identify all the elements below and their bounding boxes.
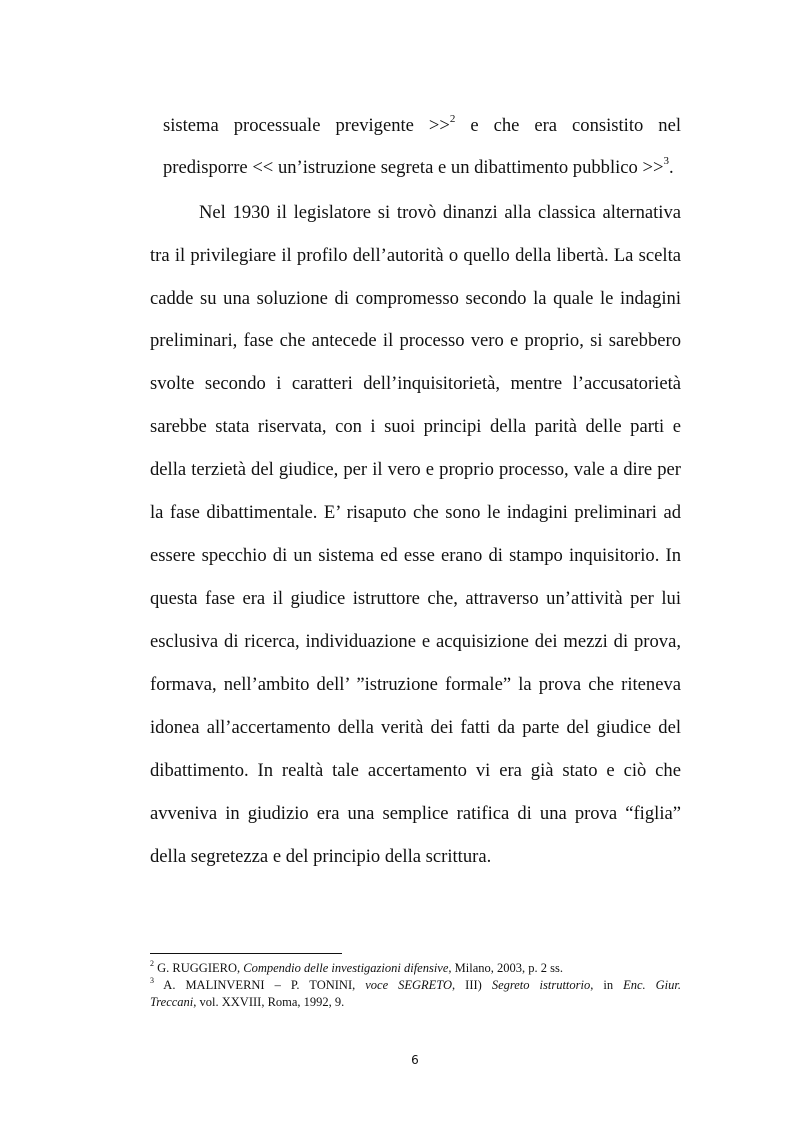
paragraph-line: della segretezza e del principio della scrittura. (150, 846, 492, 867)
footnote-3 (150, 977, 681, 993)
paragraph-line: questa fase era il giudice istruttore che, attraverso un’attività per lui (150, 588, 681, 609)
paragraph-line: cadde su una soluzione di compromesso secondo la quale le indagini (150, 288, 681, 309)
footnote-source: Treccani (150, 995, 194, 1009)
quote-text-2-end: . (668, 157, 674, 178)
paragraph-line: dibattimento. In realtà tale accertamento vi era già stato e ciò che (150, 760, 681, 781)
paragraph-line: tra il privilegiare il profilo dell’autorità o quello della libertà. La scelta (150, 245, 681, 266)
paragraph-line: esclusiva di ricerca, individuazione e acquisizione dei mezzi di prova, (150, 631, 681, 652)
footnote-authors: G. RUGGIERO, (154, 961, 244, 975)
footnote-details: , Milano, 2003, p. 2 ss. (448, 961, 563, 975)
quote-text-2: predisporre << un’istruzione segreta e un dibattimento pubblico >> (163, 157, 664, 178)
paragraph-line: svolte secondo i caratteri dell’inquisitorietà, mentre l’accusatorietà (150, 373, 681, 394)
paragraph-line: preliminari, fase che antecede il processo vero e proprio, si sarebbero (150, 330, 681, 351)
footnote-authors: A. MALINVERNI – P. TONINI, (154, 978, 366, 992)
footnote-2 (150, 960, 681, 976)
paragraph-line: idonea all’accertamento della verità dei fatti da parte del giudice del (150, 717, 681, 738)
footnote-ref-2[interactable]: 2 (449, 113, 456, 125)
quote-text-1-end: e che era consistito nel (455, 115, 681, 136)
footnote-title: Segreto istruttorio (491, 978, 591, 992)
footnote-separator (150, 953, 342, 954)
quote-text-1: sistema processuale previgente >> (163, 115, 450, 136)
paragraph-line: sarebbe stata riservata, con i suoi principi della parità delle parti e (150, 416, 681, 437)
paragraph-line: la fase dibattimentale. E’ risaputo che sono le indagini preliminari ad (150, 502, 681, 523)
footnote-number: 3 (150, 976, 154, 985)
footnote-details: , III) (452, 978, 492, 992)
paragraph-line: Nel 1930 il legislatore si trovò dinanzi alla classica alternativa (199, 202, 681, 223)
footnote-title: Compendio delle investigazioni difensive (243, 961, 449, 975)
page-number: 6 (411, 1053, 419, 1067)
footnote-details: , in (590, 978, 624, 992)
paragraph-line: della terzietà del giudice, per il vero e proprio processo, vale a dire per (150, 459, 681, 480)
footnote-3-cont (150, 994, 681, 1010)
footnote-voce: voce SEGRETO (365, 978, 453, 992)
quote-line-1 (163, 115, 681, 137)
footnote-details: , vol. XXVIII, Roma, 1992, 9. (193, 995, 345, 1009)
footnote-ref-3[interactable]: 3 (663, 155, 669, 167)
quote-line-2 (163, 157, 681, 179)
footnote-number: 2 (150, 959, 154, 968)
paragraph-line: essere specchio di un sistema ed esse erano di stampo inquisitorio. In (150, 545, 681, 566)
paragraph-line: formava, nell’ambito dell’ ”istruzione formale” la prova che riteneva (150, 674, 681, 695)
footnote-source: Enc. Giur. (623, 978, 681, 992)
paragraph-line: avveniva in giudizio era una semplice ratifica di una prova “figlia” (150, 803, 681, 824)
